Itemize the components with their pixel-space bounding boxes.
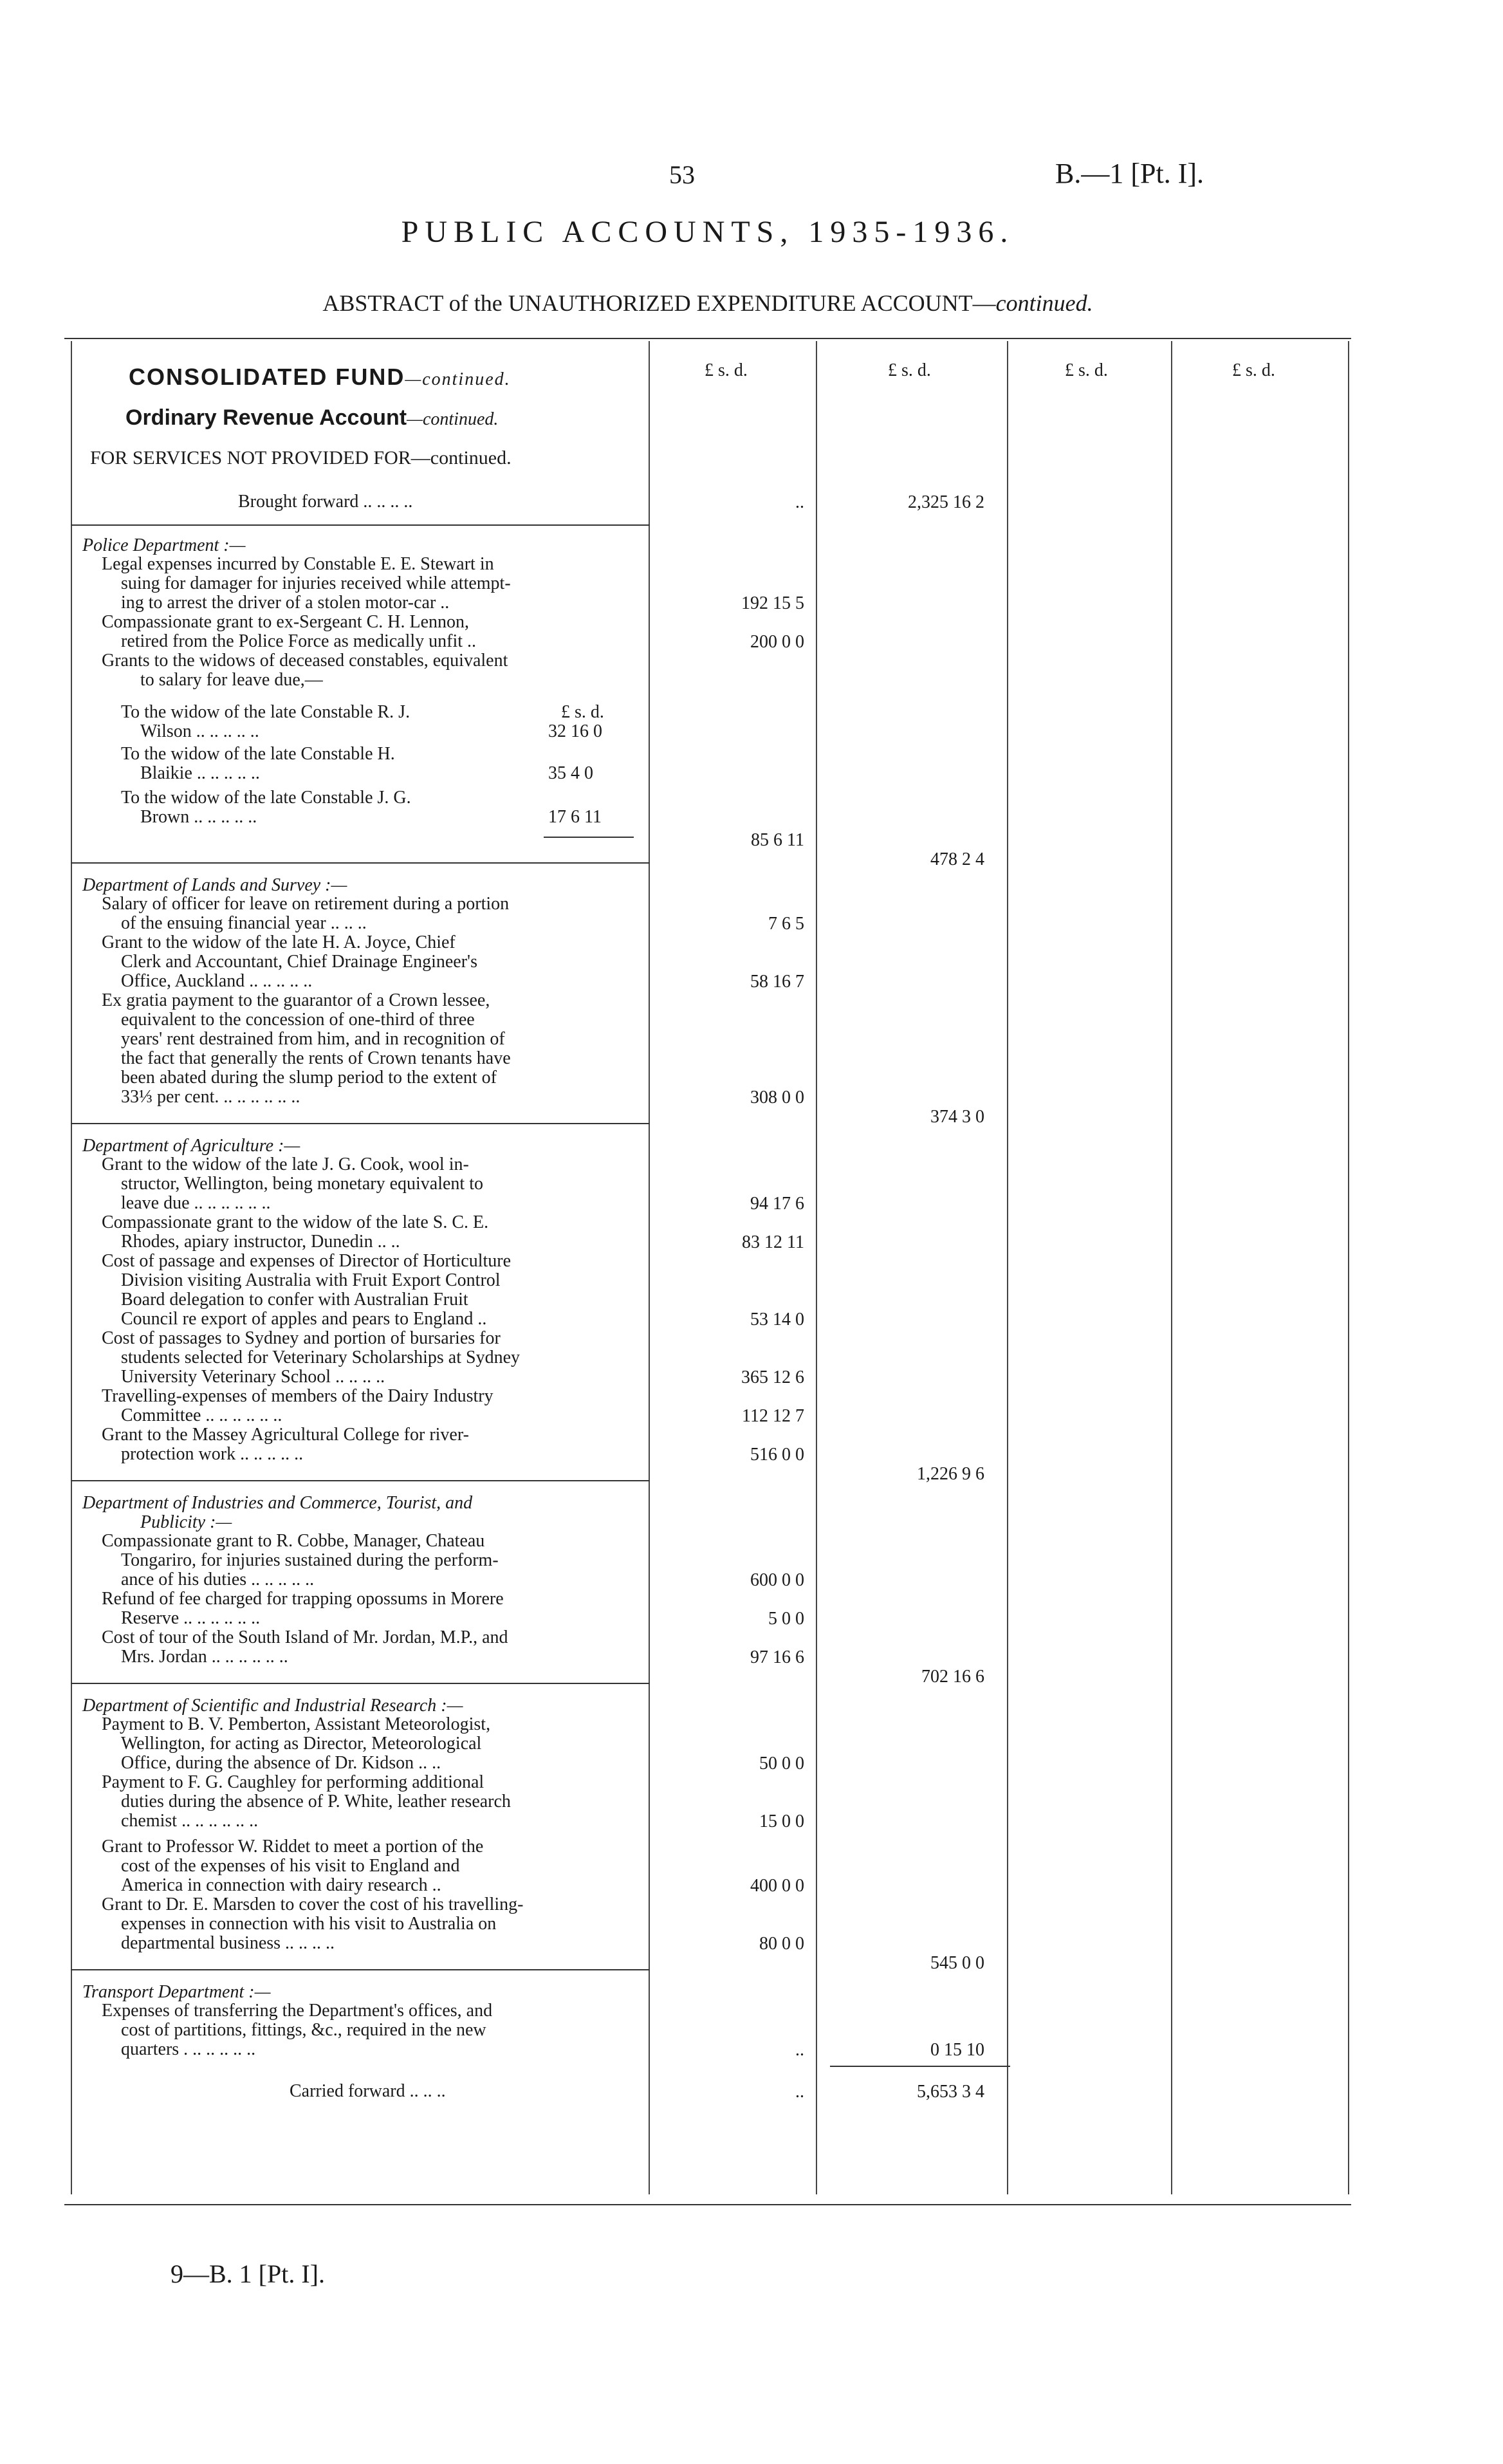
agriculture-amount: 53 14 0 — [750, 1310, 804, 1329]
industries-heading-cont: Publicity :— — [140, 1512, 232, 1532]
col-head-3: £ s. d. — [1065, 360, 1108, 380]
research-line: expenses in connection with his visit to Australia on — [121, 1914, 497, 1934]
table-right-rule — [1348, 341, 1349, 2194]
lands-line: Grant to the widow of the late H. A. Joyce, Chief — [102, 932, 456, 952]
industries-amount: 5 0 0 — [768, 1609, 804, 1629]
lands-heading: Department of Lands and Survey :— — [82, 875, 347, 895]
agriculture-line: students selected for Veterinary Scholarships at Sydney — [121, 1348, 521, 1367]
agriculture-line: Division visiting Australia with Fruit Export Control — [121, 1270, 501, 1290]
section-rule — [71, 1123, 650, 1124]
agriculture-amount: 365 12 6 — [741, 1367, 804, 1387]
lands-line: been abated during the slump period to the extent of — [121, 1068, 497, 1088]
police-sub-value: 32 16 0 — [548, 721, 602, 741]
research-line: Office, during the absence of Dr. Kidson .. .. — [121, 1753, 441, 1773]
industries-line: Compassionate grant to R. Cobbe, Manager, Chateau — [102, 1531, 485, 1551]
lands-line: equivalent to the concession of one-third of three — [121, 1010, 475, 1030]
subtitle-main: ABSTRACT of the UNAUTHORIZED EXPENDITURE ACCOUNT— — [322, 290, 996, 316]
column-rule-4 — [1171, 341, 1172, 2194]
page-number: 53 — [669, 160, 695, 189]
document-reference: B.—1 [Pt. I]. — [1055, 158, 1204, 189]
agriculture-line: protection work .. .. .. .. .. — [121, 1444, 304, 1464]
police-line: retired from the Police Force as medically unfit .. — [121, 631, 477, 651]
lands-line: Salary of officer for leave on retirement during a portion — [102, 894, 510, 914]
police-total: 478 2 4 — [930, 849, 984, 869]
page-title: PUBLIC ACCOUNTS, 1935-1936. — [401, 215, 1015, 249]
police-line: suing for damager for injuries received while attempt- — [121, 573, 511, 593]
research-amount: 80 0 0 — [759, 1934, 804, 1954]
fund-continued: —continued. — [405, 369, 511, 389]
police-amount: 85 6 11 — [751, 830, 804, 850]
research-amount: 400 0 0 — [750, 1876, 804, 1896]
section-rule — [71, 1683, 650, 1684]
col-head-2: £ s. d. — [888, 360, 931, 380]
fund-name: CONSOLIDATED FUND — [129, 364, 405, 390]
column-rule-3 — [1007, 341, 1008, 2194]
transport-line: cost of partitions, fittings, &c., required in the new — [121, 2020, 486, 2040]
carried-forward-col2: 5,653 3 4 — [917, 2082, 984, 2102]
footer-signature: 9—B. 1 [Pt. I]. — [171, 2259, 325, 2288]
agriculture-line: University Veterinary School .. .. .. .. — [121, 1367, 385, 1387]
agriculture-heading: Department of Agriculture :— — [82, 1136, 300, 1156]
lands-line: the fact that generally the rents of Crown tenants have — [121, 1048, 511, 1068]
lands-line: years' rent destrained from him, and in recognition of — [121, 1029, 505, 1049]
police-line: Wilson .. .. .. .. .. — [140, 721, 259, 741]
lands-line: Office, Auckland .. .. .. .. .. — [121, 971, 313, 991]
lands-line: of the ensuing financial year .. .. .. — [121, 913, 367, 933]
research-line: Grant to Dr. E. Marsden to cover the cost of his travelling- — [102, 1894, 524, 1914]
research-line: chemist .. .. .. .. .. .. — [121, 1811, 259, 1831]
lands-amount: 308 0 0 — [750, 1088, 804, 1107]
industries-amount: 97 16 6 — [750, 1647, 804, 1667]
research-line: America in connection with dairy research .. — [121, 1875, 441, 1895]
industries-total: 702 16 6 — [921, 1667, 984, 1687]
account-heading — [125, 405, 498, 431]
table-left-rule — [71, 341, 72, 2194]
agriculture-line: Committee .. .. .. .. .. .. — [121, 1405, 282, 1425]
police-line: to salary for leave due,— — [140, 670, 323, 690]
agriculture-line: leave due .. .. .. .. .. .. — [121, 1193, 271, 1213]
police-sub-value: 17 6 11 — [548, 807, 602, 827]
police-line: Legal expenses incurred by Constable E. E. Stewart in — [102, 554, 494, 574]
section-rule — [71, 524, 650, 526]
lands-line: Ex gratia payment to the guarantor of a Crown lessee, — [102, 990, 490, 1010]
research-line: Wellington, for acting as Director, Meteorological — [121, 1734, 482, 1754]
agriculture-line: Rhodes, apiary instructor, Dunedin .. .. — [121, 1232, 400, 1252]
agriculture-line: Compassionate grant to the widow of the late S. C. E. — [102, 1212, 489, 1232]
brought-forward-col2: 2,325 16 2 — [908, 492, 984, 512]
section-rule — [71, 1480, 650, 1481]
col-head-4: £ s. d. — [1232, 360, 1275, 380]
account-continued: —continued. — [407, 409, 499, 429]
transport-line: quarters . .. .. .. .. .. — [121, 2039, 256, 2059]
fund-heading — [129, 364, 511, 391]
lands-total: 374 3 0 — [930, 1107, 984, 1127]
lands-line: Clerk and Accountant, Chief Drainage Engineer's — [121, 952, 477, 972]
police-sub-head: £ s. d. — [561, 702, 604, 722]
carried-forward-rule — [830, 2066, 1010, 2067]
transport-total: 0 15 10 — [930, 2040, 984, 2060]
research-amount: 15 0 0 — [759, 1811, 804, 1831]
subtitle-continued: continued. — [995, 290, 1093, 316]
page-subtitle — [0, 290, 1415, 317]
industries-line: Mrs. Jordan .. .. .. .. .. .. — [121, 1647, 288, 1667]
research-line: Payment to B. V. Pemberton, Assistant Meteorologist, — [102, 1714, 491, 1734]
industries-line: Refund of fee charged for trapping opossums in Morere — [102, 1589, 504, 1609]
industries-amount: 600 0 0 — [750, 1570, 804, 1590]
research-total: 545 0 0 — [930, 1953, 984, 1973]
police-line: To the widow of the late Constable J. G. — [121, 788, 411, 808]
police-line: Compassionate grant to ex-Sergeant C. H. Lennon, — [102, 612, 470, 632]
table-bottom-rule — [64, 2204, 1351, 2205]
agriculture-line: Cost of passages to Sydney and portion of bursaries for — [102, 1328, 501, 1348]
police-amount: 200 0 0 — [750, 632, 804, 652]
agriculture-amount: 83 12 11 — [742, 1232, 804, 1252]
research-line: departmental business .. .. .. .. — [121, 1933, 335, 1953]
police-line: To the widow of the late Constable R. J. — [121, 702, 410, 722]
agriculture-line: Grant to the widow of the late J. G. Cook, wool in- — [102, 1154, 469, 1174]
col-head-1: £ s. d. — [705, 360, 748, 380]
industries-heading: Department of Industries and Commerce, Tourist, and — [82, 1493, 473, 1513]
industries-line: ance of his duties .. .. .. .. .. — [121, 1570, 315, 1589]
agriculture-total: 1,226 9 6 — [917, 1464, 984, 1484]
agriculture-line: Travelling-expenses of members of the Dairy Industry — [102, 1386, 493, 1406]
lands-line: 33⅓ per cent. .. .. .. .. .. .. — [121, 1087, 300, 1107]
industries-line: Tongariro, for injuries sustained during the perform- — [121, 1550, 499, 1570]
agriculture-amount: 94 17 6 — [750, 1194, 804, 1214]
services-heading: FOR SERVICES NOT PROVIDED FOR—continued. — [90, 447, 512, 468]
research-line: duties during the absence of P. White, leather research — [121, 1792, 511, 1811]
agriculture-line: structor, Wellington, being monetary equivalent to — [121, 1174, 483, 1194]
carried-forward-col1: .. — [795, 2082, 804, 2102]
agriculture-amount: 516 0 0 — [750, 1445, 804, 1465]
agriculture-amount: 112 12 7 — [742, 1406, 804, 1426]
industries-line: Reserve .. .. .. .. .. .. — [121, 1608, 261, 1628]
brought-forward-label: Brought forward .. .. .. .. — [238, 492, 413, 512]
police-line: Grants to the widows of deceased constables, equivalent — [102, 651, 508, 671]
table-top-rule — [64, 338, 1351, 339]
police-heading: Police Department :— — [82, 535, 246, 555]
agriculture-line: Grant to the Massey Agricultural College for river- — [102, 1425, 469, 1445]
brought-forward-col1: .. — [795, 492, 804, 512]
agriculture-line: Cost of passage and expenses of Director of Horticulture — [102, 1251, 512, 1271]
carried-forward-label: Carried forward .. .. .. — [290, 2081, 446, 2101]
transport-amount: .. — [795, 2040, 804, 2060]
section-rule — [71, 1969, 650, 1970]
transport-heading: Transport Department :— — [82, 1982, 271, 2002]
research-heading: Department of Scientific and Industrial Research :— — [82, 1696, 463, 1716]
research-amount: 50 0 0 — [759, 1754, 804, 1774]
agriculture-line: Board delegation to confer with Australian Fruit — [121, 1290, 468, 1310]
industries-line: Cost of tour of the South Island of Mr. Jordan, M.P., and — [102, 1627, 508, 1647]
agriculture-line: Council re export of apples and pears to England .. — [121, 1309, 487, 1329]
police-line: Blaikie .. .. .. .. .. — [140, 763, 260, 783]
research-line: Payment to F. G. Caughley for performing additional — [102, 1772, 484, 1792]
column-rule-2 — [816, 341, 817, 2194]
transport-line: Expenses of transferring the Department's offices, and — [102, 2001, 493, 2021]
lands-amount: 7 6 5 — [768, 914, 804, 934]
police-sub-value: 35 4 0 — [548, 763, 593, 783]
research-line: Grant to Professor W. Riddet to meet a portion of the — [102, 1837, 484, 1857]
police-sub-rule — [544, 837, 634, 838]
column-rule-1 — [649, 341, 650, 2194]
police-amount: 192 15 5 — [741, 593, 804, 613]
police-line: To the widow of the late Constable H. — [121, 744, 395, 764]
police-line: ing to arrest the driver of a stolen motor-car .. — [121, 593, 450, 613]
research-line: cost of the expenses of his visit to England and — [121, 1856, 460, 1876]
police-line: Brown .. .. .. .. .. — [140, 807, 257, 827]
account-name: Ordinary Revenue Account — [125, 405, 407, 430]
lands-amount: 58 16 7 — [750, 972, 804, 992]
section-rule — [71, 862, 650, 864]
